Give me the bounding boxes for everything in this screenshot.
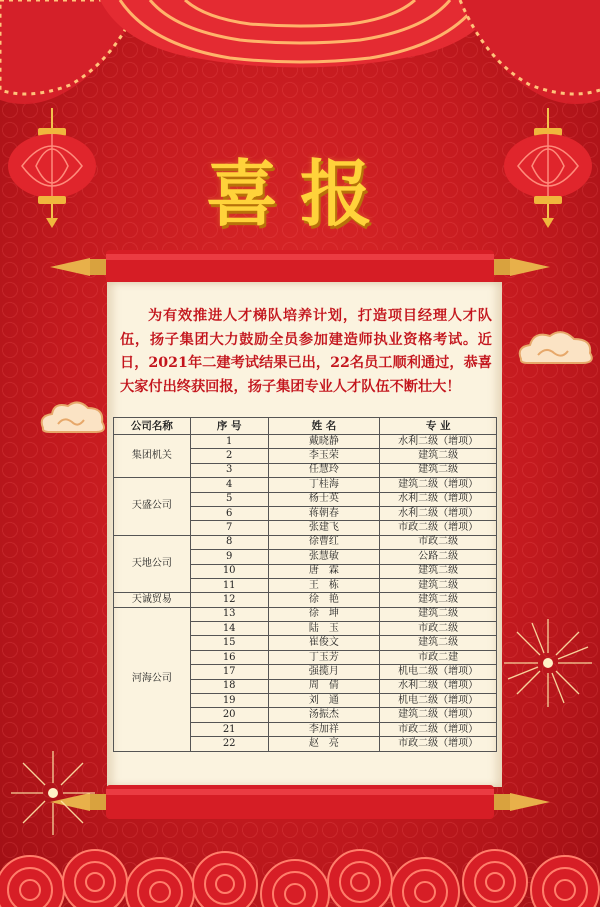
name-cell: 蒋朝春: [268, 506, 380, 520]
header-number: 序 号: [190, 418, 268, 435]
name-cell: 徐 艳: [268, 593, 380, 607]
table-row: [114, 535, 497, 549]
header-company: 公司名称: [114, 418, 191, 435]
name-cell: 李玉荣: [268, 449, 380, 463]
major-cell: 市政二建: [380, 650, 497, 664]
number-cell: 8: [190, 535, 268, 549]
scroll-bottom-rod: [50, 785, 550, 819]
major-cell: 建筑二级: [380, 564, 497, 578]
page-title: 喜报: [205, 151, 394, 236]
announcement-text: 为有效推进人才梯队培养计划，打造项目经理人才队伍，扬子集团大力鼓励全员参加建造师执业资格考试。近日，2021年二建考试结果已出，22名员工顺利通过，恭喜大家付出终获回报，扬子集团专业人才队伍不断壮大！: [120, 308, 492, 395]
major-cell: 市政二级（增项）: [380, 722, 497, 736]
name-cell: 戴晓静: [268, 435, 380, 449]
number-cell: 20: [190, 708, 268, 722]
name-cell: 徐 坤: [268, 607, 380, 621]
company-cell: 天盛公司: [114, 478, 191, 536]
major-cell: 机电二级（增项）: [380, 694, 497, 708]
number-cell: 3: [190, 463, 268, 477]
major-cell: 公路二级: [380, 550, 497, 564]
name-cell: 唐 霖: [268, 564, 380, 578]
number-cell: 14: [190, 622, 268, 636]
name-cell: 徐曹红: [268, 535, 380, 549]
roster-body: [114, 435, 497, 752]
bottom-wave-decoration: [0, 820, 600, 907]
major-cell: 建筑二级: [380, 636, 497, 650]
firework-right-icon: [500, 615, 596, 711]
major-cell: 市政二级: [380, 622, 497, 636]
company-cell: 天诚贸易: [114, 593, 191, 607]
major-cell: 水利二级（增项）: [380, 679, 497, 693]
table-row: [114, 435, 497, 449]
major-cell: 市政二级（增项）: [380, 521, 497, 535]
table-row: [114, 607, 497, 621]
major-cell: 建筑二级: [380, 463, 497, 477]
major-cell: 市政二级: [380, 535, 497, 549]
number-cell: 16: [190, 650, 268, 664]
number-cell: 13: [190, 607, 268, 621]
major-cell: 机电二级（增项）: [380, 665, 497, 679]
number-cell: 22: [190, 737, 268, 751]
major-cell: 建筑二级: [380, 593, 497, 607]
company-cell: 天地公司: [114, 535, 191, 593]
name-cell: 丁桂海: [268, 478, 380, 492]
number-cell: 6: [190, 506, 268, 520]
major-cell: 建筑二级（增项）: [380, 708, 497, 722]
header-name: 姓 名: [268, 418, 380, 435]
name-cell: 任慧玲: [268, 463, 380, 477]
name-cell: 杨士英: [268, 492, 380, 506]
name-cell: 张慧敏: [268, 550, 380, 564]
name-cell: 陆 玉: [268, 622, 380, 636]
major-cell: 建筑二级: [380, 449, 497, 463]
name-cell: 赵 亮: [268, 737, 380, 751]
number-cell: 4: [190, 478, 268, 492]
company-cell: 集团机关: [114, 435, 191, 478]
number-cell: 9: [190, 550, 268, 564]
name-cell: 强揽月: [268, 665, 380, 679]
cloud-left-icon: [38, 398, 108, 438]
table-row: [114, 593, 497, 607]
company-cell: 河海公司: [114, 607, 191, 751]
curtain-decoration: [0, 0, 600, 120]
table-row: [114, 478, 497, 492]
number-cell: 21: [190, 722, 268, 736]
name-cell: 丁玉芳: [268, 650, 380, 664]
major-cell: 建筑二级（增项）: [380, 478, 497, 492]
number-cell: 17: [190, 665, 268, 679]
major-cell: 水利二级（增项）: [380, 506, 497, 520]
major-cell: 建筑二级: [380, 578, 497, 592]
name-cell: 张建飞: [268, 521, 380, 535]
roster-table: [113, 417, 497, 752]
major-cell: 建筑二级: [380, 607, 497, 621]
number-cell: 10: [190, 564, 268, 578]
number-cell: 7: [190, 521, 268, 535]
name-cell: 崔俊文: [268, 636, 380, 650]
number-cell: 5: [190, 492, 268, 506]
name-cell: 刘 通: [268, 694, 380, 708]
number-cell: 1: [190, 435, 268, 449]
table-header-row: [114, 418, 497, 435]
name-cell: 周 倩: [268, 679, 380, 693]
name-cell: 汤振杰: [268, 708, 380, 722]
number-cell: 15: [190, 636, 268, 650]
scroll-top-rod: [50, 250, 550, 284]
number-cell: 11: [190, 578, 268, 592]
major-cell: 水利二级（增项）: [380, 435, 497, 449]
major-cell: 水利二级（增项）: [380, 492, 497, 506]
name-cell: 李加祥: [268, 722, 380, 736]
major-cell: 市政二级（增项）: [380, 737, 497, 751]
header-major: 专 业: [380, 418, 497, 435]
number-cell: 19: [190, 694, 268, 708]
cloud-right-icon: [516, 327, 596, 369]
name-cell: 王 栋: [268, 578, 380, 592]
number-cell: 2: [190, 449, 268, 463]
number-cell: 12: [190, 593, 268, 607]
number-cell: 18: [190, 679, 268, 693]
